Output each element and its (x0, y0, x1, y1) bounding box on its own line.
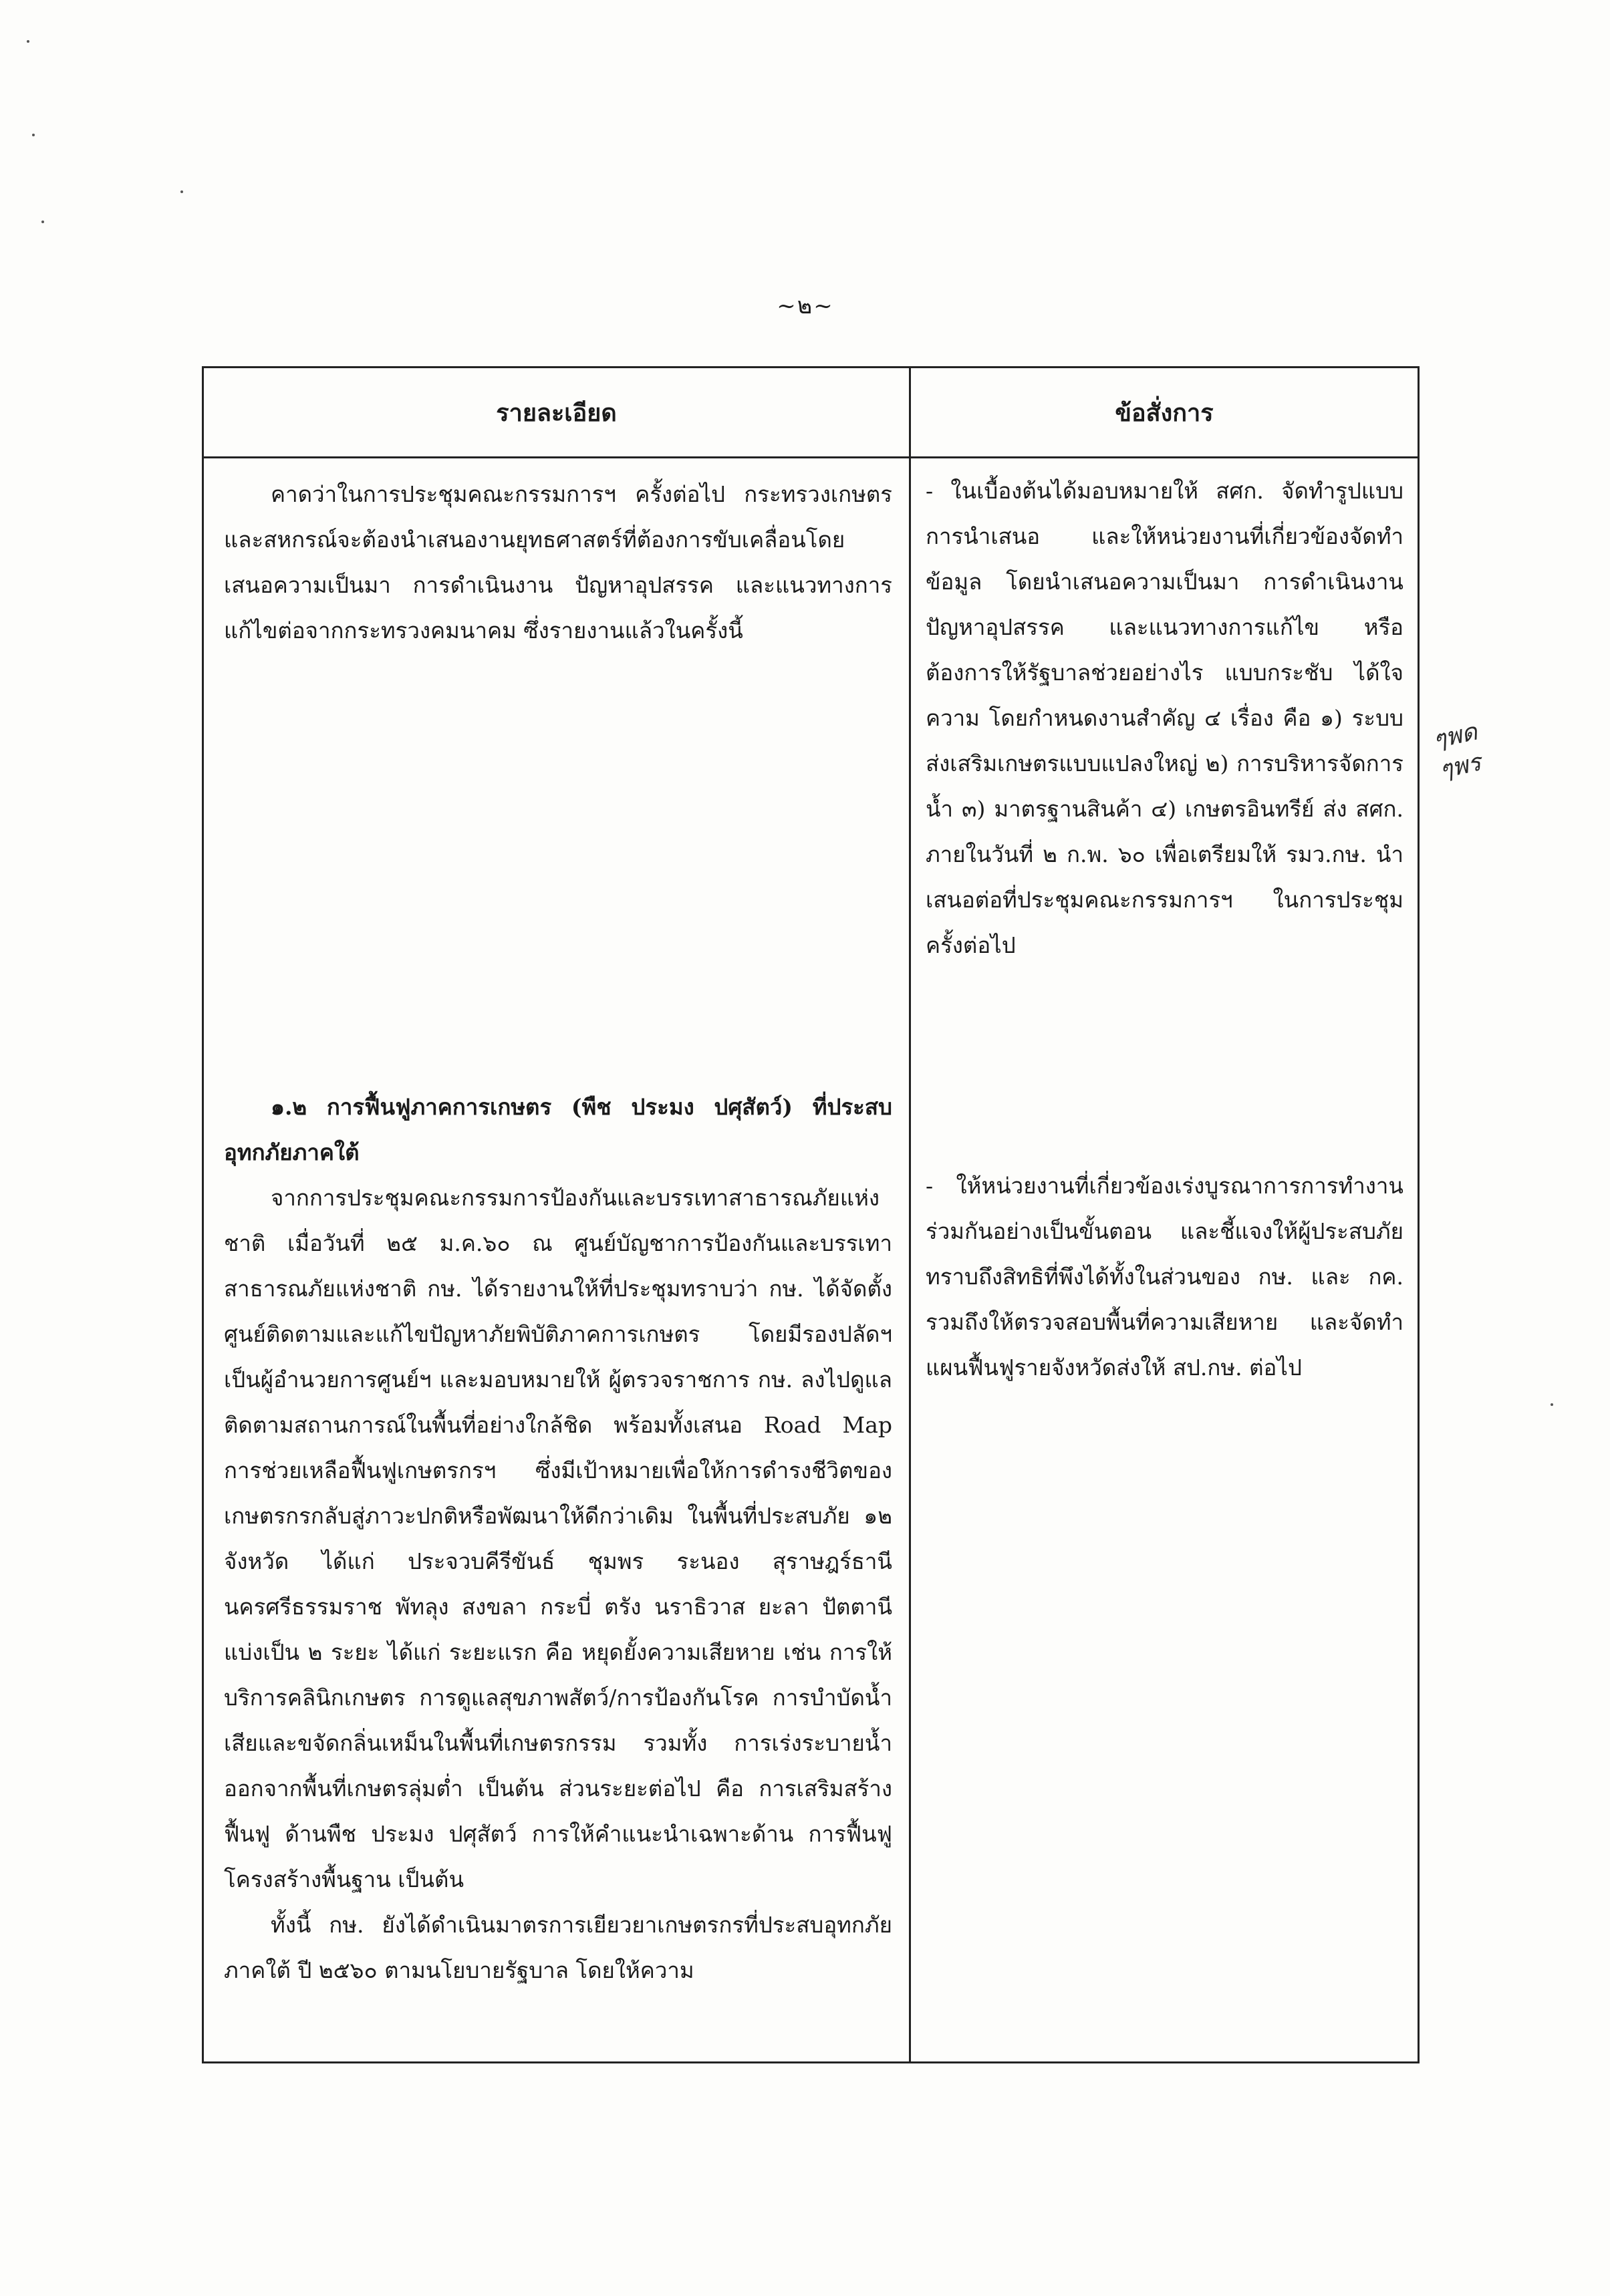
table-header-row (204, 368, 1418, 458)
header-detail: รายละเอียด (496, 399, 617, 427)
section1-order-cell (926, 468, 1403, 968)
section2-paragraph-2: ทั้งนี้ กษ. ยังได้ดำเนินมาตรการเยียวยาเกษตรกรที่ประสบอุทกภัยภาคใต้ ปี ๒๕๖๐ ตามนโยบายรัฐบาล โดยให้ความ (224, 1912, 892, 1983)
section1-detail-cell (224, 472, 892, 654)
section1-detail: คาดว่าในการประชุมคณะกรรมการฯ ครั้งต่อไป กระทรวงเกษตรและสหกรณ์จะต้องนำเสนองานยุทธศาสตร์ที่ต้องการขับเคลื่อนโดยเสนอความเป็นมา การดำเนินงาน ปัญหาอุปสรรค และแนวทางการแก้ไขต่อจากกระทรวงคมนาคม ซึ่งรายงานแล้วในครั้งนี้ (224, 481, 892, 643)
column-divider (909, 368, 911, 2061)
document-table (202, 366, 1420, 2063)
handwritten-margin-note (1430, 705, 1541, 786)
section2-paragraph-1: จากการประชุมคณะกรรมการป้องกันและบรรเทาสาธารณภัยแห่งชาติ เมื่อวันที่ ๒๕ ม.ค.๖๐ ณ ศูนย์บัญชาการป้องกันและบรรเทาสาธารณภัยแห่งชาติ กษ. ได้รายงานให้ที่ประชุมทราบว่า กษ. ได้จัดตั้งศูนย์ติดตามและแก้ไขปัญหาภัยพิบัติภาคการเกษตร โดยมีรองปลัดฯ เป็นผู้อำนวยการศูนย์ฯ และมอบหมายให้ ผู้ตรวจราชการ กษ. ลงไปดูแลติดตามสถานการณ์ในพื้นที่อย่างใกล้ชิด พร้อมทั้งเสนอ Road Map การช่วยเหลือฟื้นฟูเกษตรกรฯ ซึ่งมีเป้าหมายเพื่อให้การดำรงชีวิตของเกษตรกรกลับสู่ภาวะปกติหรือพัฒนาให้ดีกว่าเดิม ในพื้นที่ประสบภัย ๑๒ จังหวัด ได้แก่ ประจวบคีรีขันธ์ ชุมพร ระนอง สุราษฎร์ธานี นครศรีธรรมราช พัทลุง สงขลา กระบี่ ตรัง นราธิวาส ยะลา ปัตตานี แบ่งเป็น ๒ ระยะ ได้แก่ ระยะแรก คือ หยุดยั้งความเสียหาย เช่น การให้บริการคลินิกเกษตร การดูแลสุขภาพสัตว์/การป้องกันโรค การบำบัดน้ำเสียและขจัดกลิ่นเหม็นในพื้นที่เกษตรกรรม รวมทั้ง การเร่งระบายน้ำออกจากพื้นที่เกษตรลุ่มต่ำ เป็นต้น ส่วนระยะต่อไป คือ การเสริมสร้างฟื้นฟู ด้านพืช ประมง ปศุสัตว์ การให้คำแนะนำเฉพาะด้าน การฟื้นฟูโครงสร้างพื้นฐาน เป็นต้น (224, 1185, 893, 1892)
scan-speck (1551, 1403, 1553, 1406)
section2-order-cell (926, 1163, 1403, 1391)
scan-speck (180, 190, 183, 193)
scan-speck (41, 221, 44, 223)
section1-order: - ในเบื้องต้นได้มอบหมายให้ สศก. จัดทำรูปแบบการนำเสนอ และให้หน่วยงานที่เกี่ยวข้องจัดทำข้อมูล โดยนำเสนอความเป็นมา การดำเนินงาน ปัญหาอุปสรรค และแนวทางการแก้ไข หรือต้องการให้รัฐบาลช่วยอย่างไร แบบกระชับ ได้ใจความ โดยกำหนดงานสำคัญ ๔ เรื่อง คือ ๑) ระบบส่งเสริมเกษตรแบบแปลงใหญ่ ๒) การบริหารจัดการน้ำ ๓) มาตรฐานสินค้า ๔) เกษตรอินทรีย์ ส่ง สศก. ภายในวันที่ ๒ ก.พ. ๖๐ เพื่อเตรียมให้ รมว.กษ. นำเสนอต่อที่ประชุมคณะกรรมการฯ ในการประชุมครั้งต่อไป (926, 478, 1403, 958)
page-number: ~๒~ (777, 293, 834, 319)
margin-note-line-1: ๆพด (1430, 718, 1480, 754)
margin-note-line-2: ๆพร (1437, 748, 1484, 784)
scan-speck (32, 134, 35, 136)
header-order: ข้อสั่งการ (1115, 399, 1214, 427)
section2-order: - ให้หน่วยงานที่เกี่ยวข้องเร่งบูรณาการการทำงานร่วมกันอย่างเป็นขั้นตอน และชี้แจงให้ผู้ประสบภัยทราบถึงสิทธิที่พึงได้ทั้งในส่วนของ กษ. และ กค. รวมถึงให้ตรวจสอบพื้นที่ความเสียหาย และจัดทำแผนฟื้นฟูรายจังหวัดส่งให้ สป.กษ. ต่อไป (926, 1173, 1403, 1381)
section2-detail-cell (224, 1085, 892, 1993)
section2-heading: ๑.๒ การฟื้นฟูภาคการเกษตร (พืช ประมง ปศุสัตว์) ที่ประสบอุทกภัยภาคใต้ (224, 1094, 892, 1165)
scan-speck (27, 40, 29, 43)
